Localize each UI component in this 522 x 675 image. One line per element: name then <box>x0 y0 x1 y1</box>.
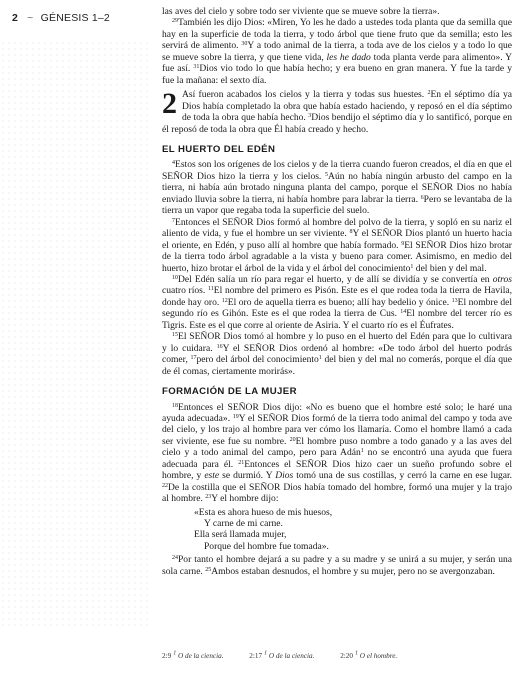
verse-number: 30 <box>241 41 248 48</box>
running-head <box>12 12 110 24</box>
verse-number: 6 <box>420 194 424 201</box>
verse-number: 7 <box>172 217 175 224</box>
verse-text: $^7$Entonces el SEÑOR Dios formó al hombre del polvo de la tierra, y sopló en su nariz el aliento de vida, y fue el hombre un ser viviente. $^8$Y el SEÑOR Dios plantó un huerto hacia el oriente, en Edén, y puso allí al hombre que había formado. $^9$El SEÑOR Dios hizo brotar de la tierra todo árbol agradable a la vista y bueno para comer. Asimismo, en medio del huerto, hizo brotar el árbol de la vida y el árbol del conocimiento$^1$ del bien y del mal. <box>162 216 512 274</box>
verse-number: 22 <box>162 482 168 489</box>
verse-number: 24 <box>172 555 178 562</box>
verse-text: $^{10}$Del Edén salía un río para regar el huerto, y de allí se dividía y se convertía en otros cuatro ríos. $^{11}$El nombre del primero es Pisón. Este es el que rodea toda la tierra de Havila, donde hay oro. $^{12}$El oro de aquella tierra es bueno; allí hay bedelio y ónice. $^{13}$El nombre del segundo río es Gihón. Este es el que rodea la tierra de Cus. $^{14}$El nombre del tercer río es Tigris. Este es el que corre al oriente de Asiria. Y el cuarto río es el Éufrates. <box>162 273 513 331</box>
chapter-number: 2 <box>162 87 177 121</box>
verse-number: 19 <box>232 413 239 420</box>
footnote-marker: 1 <box>410 263 414 270</box>
running-head-separator: ~ <box>27 12 34 24</box>
verse-number: 31 <box>193 64 200 71</box>
verse-text: $^{18}$Entonces el SEÑOR Dios dijo: «No es bueno que el hombre esté solo; le haré una ayuda adecuada». $^{19}$Y el SEÑOR Dios formó de la tierra todo animal del campo y toda ave del cielo, y los trajo al hombre para ver cómo los llamaría. Como el hombre llamó a cada ser viviente, ese fue su nombre. $^{20}$El hombre puso nombre a todo ganado y a las aves del cielo y a todo animal del campo, pero para Adán$^1$ no se encontró una ayuda que fuera adecuada para él. $^{21}$Entonces el SEÑOR Dios hizo caer un sueño profundo sobre el hombre, y este se durmió. Y Dios tomó una de sus costillas, y cerró la carne en ese lugar. $^{22}$De la costilla que el SEÑOR Dios había tomado del hombre, formó una mujer y la trajo al hombre. $^{23}$Y el hombre dijo: <box>162 401 513 505</box>
footnote: 2:17 $^1$ O de la ciencia. <box>249 651 315 661</box>
verse-number: 16 <box>216 343 223 350</box>
poem-line: Y carne de mi carne. <box>204 518 283 530</box>
footnote-marker: 1 <box>318 355 322 362</box>
poem-line: Ella será llamada mujer, <box>194 529 287 541</box>
scripture-column <box>162 6 512 577</box>
verse-number: 15 <box>172 332 178 339</box>
verse-number: 23 <box>205 494 212 501</box>
verse-number: 8 <box>349 229 353 236</box>
verse-number: 29 <box>172 18 178 25</box>
verse-number: 20 <box>289 436 296 443</box>
verse-number: 2 <box>427 90 431 97</box>
poem-line: «Esta es ahora hueso de mis huesos, <box>194 506 333 518</box>
verse-number: 25 <box>205 566 212 573</box>
verse-number: 13 <box>451 297 458 304</box>
poem <box>194 507 512 553</box>
section-heading: EL HUERTO DEL EDÉN <box>162 143 276 155</box>
verse-number: 11 <box>207 286 214 293</box>
verse-number: 9 <box>401 240 405 247</box>
footnote-marker: 1 <box>360 448 364 455</box>
footnotes <box>162 651 512 660</box>
verse-number: 3 <box>308 113 312 120</box>
book-chapter-range: GÉNESIS 1–2 <box>40 12 110 24</box>
verse-number: 5 <box>325 171 329 178</box>
section-heading: FORMACIÓN DE LA MUJER <box>162 386 297 398</box>
verse-number: 10 <box>172 274 178 281</box>
verse-text: $^{15}$El SEÑOR Dios tomó al hombre y lo puso en el huerto del Edén para que lo cultivara y lo cuidara. $^{16}$Y el SEÑOR Dios ordenó al hombre: «De todo árbol del huerto podrás comer, $^{17}$pero del árbol del conocimiento$^1$ del bien y del mal no comerás, porque el día que de él comas, ciertamente morirás». <box>162 331 513 377</box>
margin-note-lines <box>0 40 150 630</box>
verse-number: 17 <box>190 355 197 362</box>
verse-text: $^{24}$Por tanto el hombre dejará a su padre y a su madre y se unirá a su mujer, y serán una sola carne. $^{25}$Ambos estaban desnudos, el hombre y su mujer, pero no se avergonzaban. <box>162 554 512 577</box>
verse-number: 14 <box>400 309 407 316</box>
chapter-two-opening: 2 Así fueron acabados los cielos y la tierra y todas sus huestes. $^2$En el séptimo día ya Dios había completado la obra que había estado haciendo, y reposó en el día séptimo de toda la obra que había hecho. $^3$Dios bendijo el séptimo día y lo santificó, porque en él reposó de toda la obra que Él había creado y hecho. <box>162 87 513 135</box>
verse-number: 4 <box>172 160 175 167</box>
verse-number: 18 <box>172 402 178 409</box>
verse-text: las aves del cielo y sobre todo ser viviente que se mueve sobre la tierra». <box>162 6 440 17</box>
verse-number: 12 <box>221 297 228 304</box>
page-number: 2 <box>12 12 19 24</box>
verse-text: $^{29}$También les dijo Dios: «Miren, Yo les he dado a ustedes toda planta que da semilla que hay en la superficie de toda la tierra, y todo árbol que tiene fruto que da semilla; esto les servirá de alimento. $^{30}$Y a todo animal de la tierra, a toda ave de los cielos y a todo lo que se mueve sobre la tierra, y que tiene vida, les he dado toda planta verde para alimento». Y fue así. $^{31}$Dios vio todo lo que había hecho; y era bueno en gran manera. Y fue la tarde y fue la mañana: el sexto día. <box>162 17 513 86</box>
verse-text: $^4$Estos son los orígenes de los cielos y de la tierra cuando fueron creados, el día en que el SEÑOR Dios hizo la tierra y los cielos. $^5$Aún no había ningún arbusto del campo en la tierra, ni había aún brotado ninguna planta del campo, porque el SEÑOR Dios no había enviado lluvia sobre la tierra, ni había hombre para labrar la tierra. $^6$Pero se levantaba de la tierra un vapor que regaba toda la superficie del suelo. <box>162 159 513 217</box>
verse-number: 21 <box>238 459 245 466</box>
footnote: 2:20 $^1$ O el hombre. <box>340 651 398 661</box>
footnote: 2:9 $^1$ O de la ciencia. <box>162 651 224 661</box>
poem-line: Porque del hombre fue tomada». <box>204 540 329 552</box>
